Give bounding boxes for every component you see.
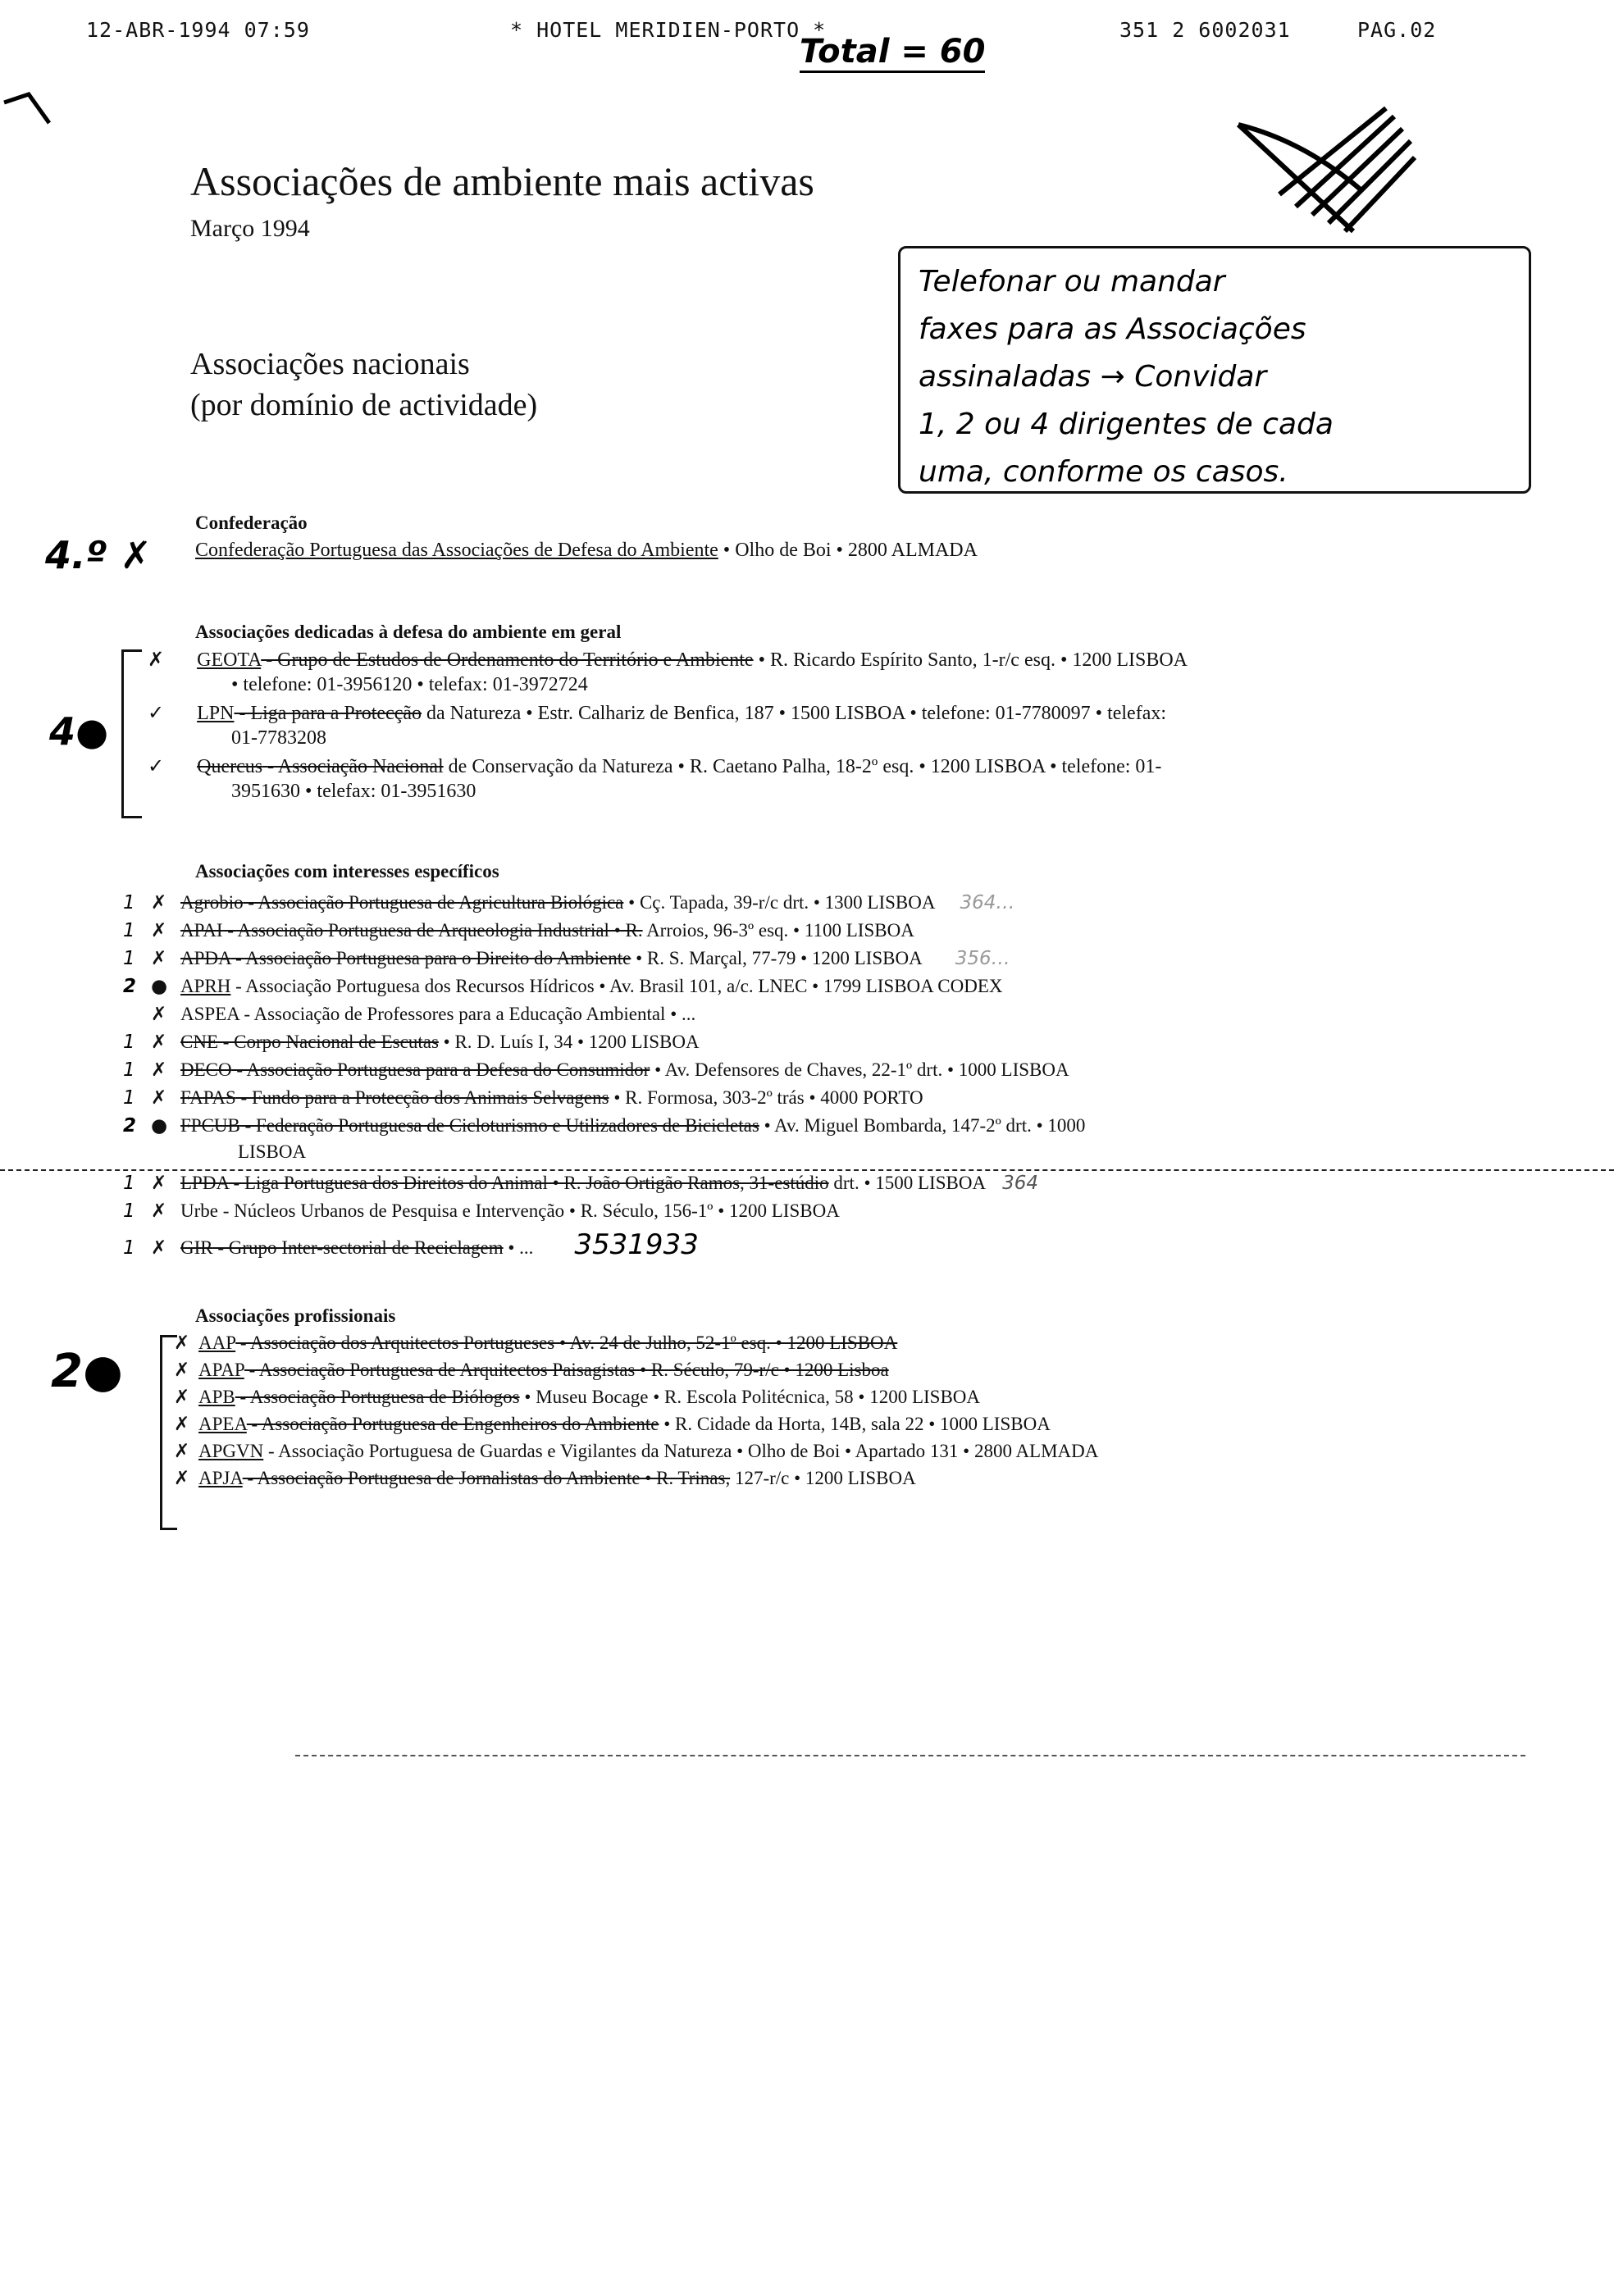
entry-address: • Olho de Boi • 2800 ALMADA — [718, 540, 978, 561]
entry-address: • Av. Defensores de Chaves, 22-1º drt. • 1000 LISBOA — [650, 1059, 1069, 1080]
entry-name: - Liga para a Protecção — [234, 703, 422, 724]
entry-acronym: APAI — [180, 920, 223, 941]
check-mark: ✗ — [151, 920, 167, 941]
entry-confederacao — [195, 540, 978, 562]
note-line: faxes para as Associações — [919, 312, 1306, 346]
entry-name: - Corpo Nacional de Escutas — [218, 1032, 439, 1052]
entry-acronym: FAPAS — [180, 1087, 236, 1108]
entry-quercus — [148, 754, 1161, 778]
entry-apgvn — [174, 1441, 1098, 1462]
check-mark: ✗ — [174, 1441, 190, 1462]
entry-acronym: APRH — [180, 976, 231, 996]
entry-acronym: ASPEA — [180, 1004, 239, 1024]
entry-aap — [174, 1332, 897, 1354]
entry-apai — [123, 920, 914, 941]
entry-acronym: APJA — [198, 1468, 243, 1488]
fax-date-time: 12-ABR-1994 07:59 — [86, 18, 310, 42]
section-title-profissionais: Associações profissionais — [195, 1305, 396, 1326]
entry-name: - Associação Portuguesa de Biólogos — [235, 1387, 520, 1407]
check-mark: ✗ — [151, 1173, 167, 1194]
entry-urbe — [123, 1200, 840, 1222]
entry-lpda — [123, 1173, 1038, 1194]
entry-geota-contact: • telefone: 01-3956120 • telefax: 01-3972724 — [231, 674, 588, 695]
entry-geota — [148, 648, 1188, 672]
entry-name: - Núcleos Urbanos de Pesquisa e Intervenção — [217, 1200, 565, 1221]
note-line: 1, 2 ou 4 dirigentes de cada — [919, 408, 1334, 441]
entry-address: • R. Ricardo Espírito Santo, 1-r/c esq. • 1200 LISBOA — [753, 649, 1188, 671]
entry-address: • R. Cidade da Horta, 14B, sala 22 • 1000 LISBOA — [659, 1414, 1051, 1434]
entry-lpn-contact: 01-7783208 — [231, 727, 326, 749]
check-mark: ● — [151, 976, 168, 997]
entry-fpcub — [123, 1115, 1085, 1137]
entry-address: Arroios, 96-3º esq. • 1100 LISBOA — [642, 920, 914, 941]
delegate-count: 1 — [123, 948, 135, 969]
check-mark: ✗ — [174, 1360, 190, 1381]
check-mark: ✗ — [174, 1387, 190, 1408]
entry-acronym: DECO — [180, 1059, 232, 1080]
corner-mark-icon — [0, 82, 57, 131]
delegate-count: 1 — [123, 892, 135, 913]
note-line: assinaladas → Convidar — [919, 360, 1267, 394]
entry-lpn — [148, 701, 1166, 725]
entry-address: • Museu Bocage • R. Escola Politécnica, 58 • 1200 LISBOA — [519, 1387, 981, 1407]
entry-address: 127-r/c • 1200 LISBOA — [730, 1468, 916, 1488]
delegate-count: 2 — [123, 976, 137, 997]
fax-sender: * HOTEL MERIDIEN-PORTO * — [510, 18, 827, 42]
entry-acronym: LPDA — [180, 1173, 229, 1193]
entry-address: • R. Formosa, 303-2º trás • 4000 PORTO — [609, 1087, 923, 1108]
confederacao-mark: 4.º ✗ — [45, 533, 152, 577]
entry-address: • Av. Miguel Bombarda, 147-2º drt. • 1000 — [759, 1115, 1086, 1136]
section-title-confederacao: Confederação — [195, 512, 308, 533]
entry-apap — [174, 1360, 889, 1381]
entry-gir — [123, 1228, 699, 1261]
entry-address: • R. Século, 156-1º • 1200 LISBOA — [564, 1200, 840, 1221]
handwritten-phone: 356… — [955, 948, 1010, 969]
entry-acronym: CNE — [180, 1032, 218, 1052]
entry-name: - Grupo Inter-sectorial de Reciclagem — [212, 1237, 504, 1258]
delegate-count: 1 — [123, 1059, 135, 1081]
entry-name: - Associação Portuguesa de Arquitectos Paisagistas • R. Século, 79-r/c • 1200 Lisboa — [244, 1360, 889, 1380]
entry-acronym: APEA — [198, 1414, 247, 1434]
section-title-geral: Associações dedicadas à defesa do ambiente em geral — [195, 622, 622, 642]
entry-acronym: GIR — [180, 1237, 213, 1258]
entry-address: drt. • 1500 LISBOA — [828, 1173, 987, 1193]
handwritten-note — [898, 246, 1531, 494]
scribble-strokes-icon — [1230, 92, 1427, 248]
check-mark: ✓ — [148, 701, 165, 724]
entry-acronym: Agrobio — [180, 892, 244, 913]
entry-name: - Associação Nacional — [262, 756, 444, 777]
entry-name: Confederação Portuguesa das Associações de Defesa do Ambiente — [195, 540, 718, 561]
bracket-geral — [121, 649, 142, 818]
entry-name: - Associação Portuguesa de Arqueologia Industrial • R. — [222, 920, 643, 941]
entry-aprh — [123, 976, 1002, 997]
delegate-count: 1 — [123, 1032, 135, 1053]
handwritten-total: Total = 60 — [800, 33, 985, 73]
entry-acronym: AAP — [198, 1332, 236, 1353]
entry-apea — [174, 1414, 1051, 1435]
entry-name: - Associação dos Arquitectos Portugueses • Av. 24 de Julho, 52-1º esq. • 1200 LISBOA — [235, 1332, 898, 1353]
check-mark: ✗ — [151, 892, 167, 913]
entry-deco — [123, 1059, 1069, 1081]
entry-acronym: APDA — [180, 948, 231, 968]
fax-phone: 351 2 6002031 — [1119, 18, 1291, 42]
check-mark: ✗ — [151, 1200, 167, 1222]
entry-address: • Av. Brasil 101, a/c. LNEC • 1799 LISBOA CODEX — [594, 976, 1003, 996]
check-mark: ✗ — [151, 948, 167, 969]
entry-address: • R. D. Luís I, 34 • 1200 LISBOA — [438, 1032, 700, 1052]
entry-address: • Cç. Tapada, 39-r/c drt. • 1300 LISBOA — [623, 892, 936, 913]
check-mark: ● — [151, 1115, 168, 1137]
fax-scan-line — [295, 1755, 1525, 1756]
check-mark: ✗ — [151, 1087, 167, 1109]
delegate-count: 1 — [123, 920, 135, 941]
entry-address: • ... — [503, 1237, 534, 1258]
delegate-count: 1 — [123, 1087, 135, 1109]
entry-cne — [123, 1032, 700, 1053]
entry-name: - Liga Portuguesa dos Direitos do Animal • R. João Ortigão Ramos, 31-estúdio — [228, 1173, 829, 1193]
note-line: Telefonar ou mandar — [919, 265, 1225, 298]
check-mark: ✗ — [174, 1468, 190, 1489]
entry-name: - Associação Portuguesa de Jornalistas do Ambiente • R. Trinas, — [242, 1468, 731, 1488]
document-title: Associações de ambiente mais activas — [190, 158, 814, 204]
entry-acronym: FPCUB — [180, 1115, 240, 1136]
entry-name: - Fundo para a Protecção dos Animais Selvagens — [235, 1087, 609, 1108]
delegate-count: 1 — [123, 1237, 135, 1259]
delegate-count: 1 — [123, 1200, 135, 1222]
check-mark: ✓ — [148, 754, 165, 777]
entry-address: da Natureza • Estr. Calhariz de Benfica, 187 • 1500 LISBOA • telefone: 01-7780097 • telefax: — [422, 703, 1167, 724]
check-mark: ✗ — [151, 1004, 167, 1025]
heading-line-1: Associações nacionais — [190, 347, 470, 381]
check-mark: ✗ — [174, 1332, 190, 1354]
delegate-count: 1 — [123, 1173, 135, 1194]
entry-name: - Grupo de Estudos de Ordenamento do Território e Ambiente — [261, 649, 754, 671]
entry-acronym: APGVN — [198, 1441, 264, 1461]
check-mark: ✗ — [151, 1059, 167, 1081]
entry-acronym: LPN — [197, 703, 235, 724]
entry-name: - Associação Portuguesa de Agricultura Biológica — [243, 892, 624, 913]
heading-line-2: (por domínio de actividade) — [190, 388, 538, 422]
entry-acronym: GEOTA — [197, 649, 262, 671]
delegate-count: 2 — [123, 1115, 137, 1137]
section-title-especificos: Associações com interesses específicos — [195, 861, 499, 882]
check-mark: ✗ — [151, 1237, 167, 1259]
geral-mark: 4● — [49, 709, 109, 754]
entry-acronym: APAP — [198, 1360, 244, 1380]
entry-fpcub-cont: LISBOA — [238, 1141, 307, 1162]
entry-apja — [174, 1468, 916, 1489]
entry-agrobio — [123, 892, 1014, 913]
entry-acronym: Quercus — [197, 756, 263, 777]
note-line: uma, conforme os casos. — [919, 455, 1288, 489]
entry-name: - Associação Portuguesa de Guardas e Vigilantes da Natureza • Olho de Boi • Apartado 131 • 2800 ALMADA — [263, 1441, 1099, 1461]
entry-name: - Federação Portuguesa de Cicloturismo e Utilizadores de Bicicletas — [239, 1115, 759, 1136]
entry-quercus-contact: 3951630 • telefax: 01-3951630 — [231, 781, 476, 802]
handwritten-phone: 364 — [1002, 1173, 1038, 1194]
fax-scan-line — [0, 1169, 1614, 1171]
fax-page: PAG.02 — [1357, 18, 1437, 42]
entry-name: - Associação Portuguesa para o Direito do Ambiente — [230, 948, 631, 968]
entry-address: • R. S. Marçal, 77-79 • 1200 LISBOA — [631, 948, 923, 968]
profissionais-mark: 2● — [51, 1345, 123, 1398]
entry-address: de Conservação da Natureza • R. Caetano Palha, 18-2º esq. • 1200 LISBOA • telefone: 01- — [443, 756, 1162, 777]
entry-name: - Associação Portuguesa de Engenheiros do Ambiente — [246, 1414, 659, 1434]
entry-name: - Associação Portuguesa para a Defesa do Consumidor — [231, 1059, 650, 1080]
check-mark: ✗ — [174, 1414, 190, 1435]
entry-acronym: APB — [198, 1387, 235, 1407]
entry-address: • ... — [665, 1004, 696, 1024]
entry-name: - Associação Portuguesa dos Recursos Hídricos — [230, 976, 595, 996]
handwritten-phone: 3531933 — [574, 1228, 699, 1261]
entry-apda — [123, 948, 1010, 969]
check-mark: ✗ — [148, 648, 165, 671]
handwritten-phone: 364… — [960, 892, 1015, 913]
check-mark: ✗ — [151, 1032, 167, 1053]
entry-name: - Associação de Professores para a Educação Ambiental — [239, 1004, 666, 1024]
entry-acronym: Urbe — [180, 1200, 218, 1221]
entry-apb — [174, 1387, 980, 1408]
document-date: Março 1994 — [190, 215, 310, 242]
entry-fapas — [123, 1087, 923, 1109]
entry-aspea — [123, 1004, 695, 1025]
